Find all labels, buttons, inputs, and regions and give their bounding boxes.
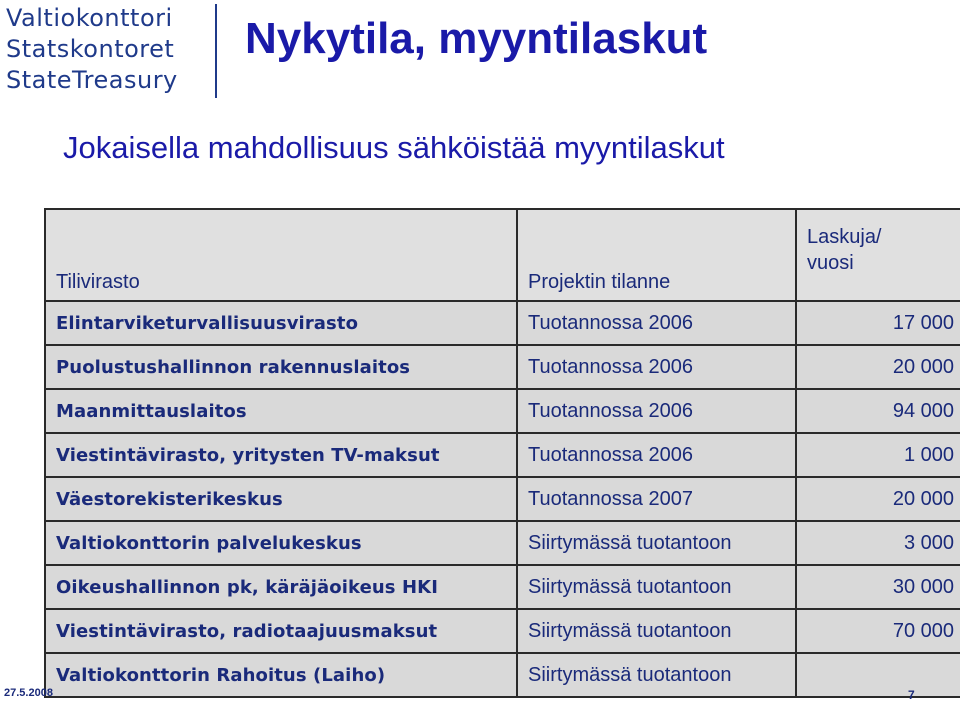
cell-count bbox=[796, 653, 960, 697]
page-number: 7 bbox=[908, 688, 915, 702]
cell-org: Oikeushallinnon pk, käräjäoikeus HKI bbox=[45, 565, 517, 609]
table-row bbox=[45, 653, 960, 697]
header-laskuja-line2: vuosi bbox=[807, 252, 854, 274]
cell-org: Elintarviketurvallisuusvirasto bbox=[45, 301, 517, 345]
slide-subtitle: Jokaisella mahdollisuus sähköistää myyntilaskut bbox=[63, 130, 725, 165]
cell-status: Siirtymässä tuotantoon bbox=[517, 565, 796, 609]
cell-count: 30 000 bbox=[796, 565, 960, 609]
table-row bbox=[45, 477, 960, 521]
cell-status: Tuotannossa 2006 bbox=[517, 301, 796, 345]
table-header-row bbox=[45, 209, 960, 301]
header-laskuja-vuosi bbox=[796, 209, 960, 301]
cell-org: Puolustushallinnon rakennuslaitos bbox=[45, 345, 517, 389]
cell-org: Viestintävirasto, radiotaajuusmaksut bbox=[45, 609, 517, 653]
slide-title: Nykytila, myyntilaskut bbox=[245, 14, 708, 63]
cell-count: 1 000 bbox=[796, 433, 960, 477]
cell-count: 70 000 bbox=[796, 609, 960, 653]
cell-status: Tuotannossa 2006 bbox=[517, 345, 796, 389]
cell-count: 3 000 bbox=[796, 521, 960, 565]
table-row bbox=[45, 345, 960, 389]
logo-line-sv: Statskontoret bbox=[6, 35, 175, 63]
cell-status: Siirtymässä tuotantoon bbox=[517, 653, 796, 697]
cell-org: Viestintävirasto, yritysten TV-maksut bbox=[45, 433, 517, 477]
cell-status: Siirtymässä tuotantoon bbox=[517, 521, 796, 565]
cell-count: 17 000 bbox=[796, 301, 960, 345]
footer-date: 27.5.2008 bbox=[4, 687, 53, 699]
table-row bbox=[45, 609, 960, 653]
cell-count: 20 000 bbox=[796, 345, 960, 389]
table-row bbox=[45, 301, 960, 345]
logo-line-fi: Valtiokonttori bbox=[6, 4, 173, 32]
table-row bbox=[45, 389, 960, 433]
header-laskuja-line1: Laskuja/ bbox=[807, 226, 882, 248]
cell-org: Valtiokonttorin palvelukeskus bbox=[45, 521, 517, 565]
cell-count: 94 000 bbox=[796, 389, 960, 433]
cell-status: Tuotannossa 2006 bbox=[517, 433, 796, 477]
cell-status: Tuotannossa 2006 bbox=[517, 389, 796, 433]
cell-org: Maanmittauslaitos bbox=[45, 389, 517, 433]
table-row bbox=[45, 565, 960, 609]
cell-count: 20 000 bbox=[796, 477, 960, 521]
cell-org: Väestorekisterikeskus bbox=[45, 477, 517, 521]
table-row bbox=[45, 433, 960, 477]
cell-status: Tuotannossa 2007 bbox=[517, 477, 796, 521]
header-tilivirasto: Tilivirasto bbox=[45, 209, 517, 301]
cell-status: Siirtymässä tuotantoon bbox=[517, 609, 796, 653]
logo-divider bbox=[215, 4, 217, 98]
table-row bbox=[45, 521, 960, 565]
invoice-table bbox=[44, 208, 960, 698]
cell-org: Valtiokonttorin Rahoitus (Laiho) bbox=[45, 653, 517, 697]
logo-line-en: StateTreasury bbox=[6, 66, 178, 94]
header-projektin-tilanne: Projektin tilanne bbox=[517, 209, 796, 301]
logo bbox=[6, 3, 206, 96]
